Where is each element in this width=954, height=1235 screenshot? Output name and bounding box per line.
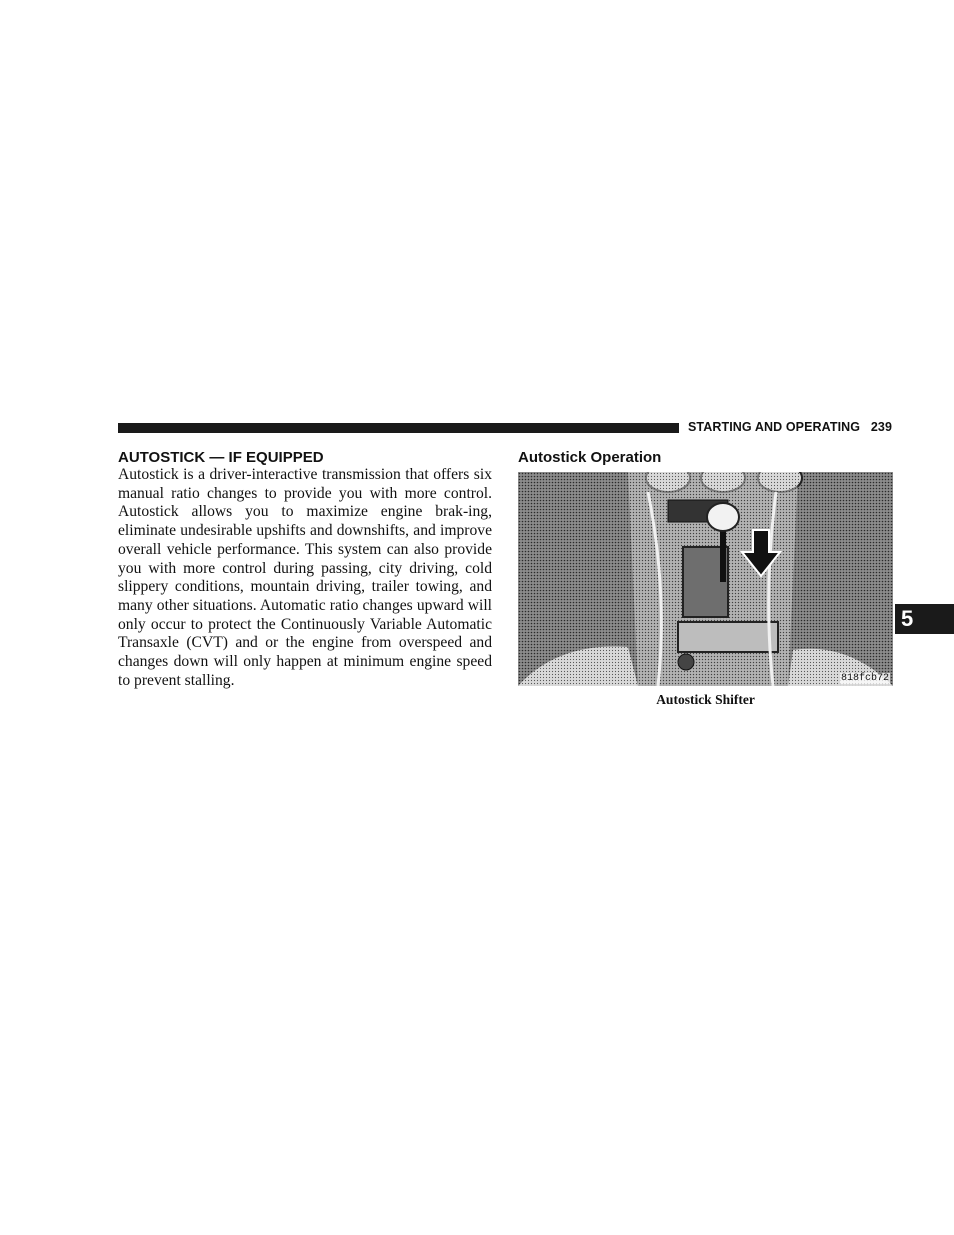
- subsection-title: Autostick Operation: [518, 449, 662, 466]
- header-section-title: STARTING AND OPERATING: [688, 420, 861, 434]
- body-paragraph: Autostick is a driver-interactive transmission that offers six manual ratio changes to provide you with more control. Autostick allows you to maximize engine brak-ing, eliminate undesirable upshifts and downshifts, and improve overall vehicle performance. This system can also provide you with more control during passing, city driving, cold slippery conditions, mountain driving, trailer towing, and many other situations. Automatic ratio changes upward will only occur to protect the Continuously Variable Automatic Transaxle (CVT) and or the engine from overspeed and changes down will only happen at minimum engine speed to prevent stalling.: [118, 466, 492, 689]
- chapter-tab: 5: [895, 604, 954, 634]
- running-header: [688, 420, 892, 434]
- figure-caption: Autostick Shifter: [656, 692, 755, 707]
- figure-code: 818fcb72: [840, 673, 889, 684]
- header-rule: [118, 423, 679, 433]
- page-number: 239: [870, 420, 892, 434]
- section-title: AUTOSTICK — IF EQUIPPED: [118, 449, 324, 466]
- autostick-shifter-figure: [518, 472, 893, 686]
- shifter-illustration: [518, 472, 893, 686]
